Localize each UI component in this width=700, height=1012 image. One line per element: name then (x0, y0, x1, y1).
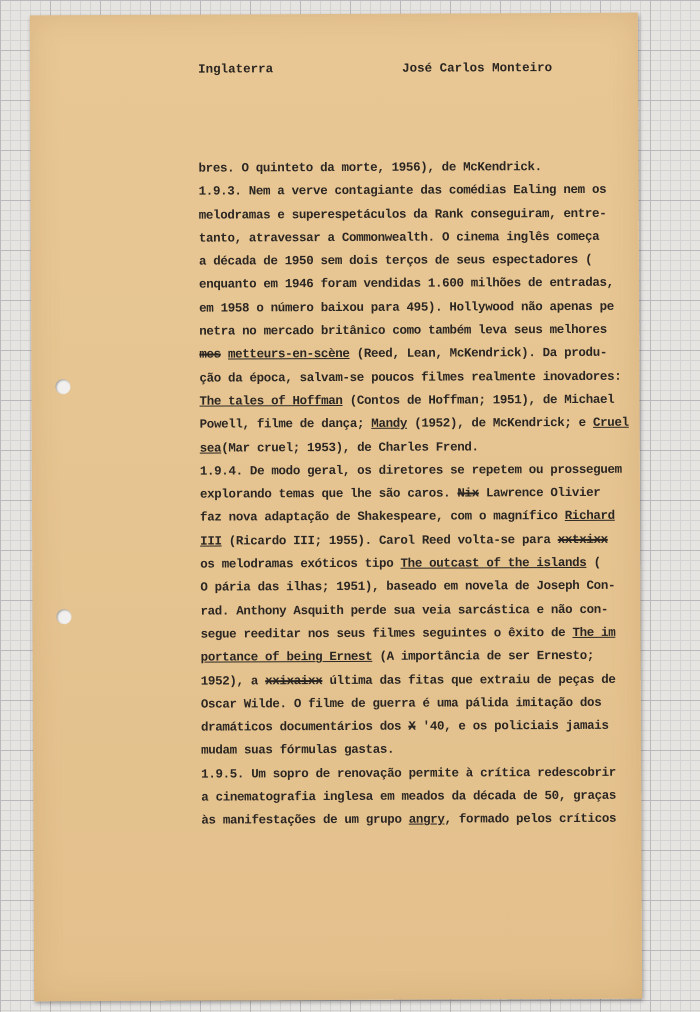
struck-text: xxixaixx (265, 673, 323, 688)
text-line (199, 272, 627, 297)
text-segment: '40, e os policiais jamais (415, 718, 609, 734)
text-segment: ção da época, salvam-se poucos filmes realmente inovadores: (199, 369, 622, 386)
underlined-title: The tales of Hoffman (199, 393, 343, 409)
text-line (201, 761, 629, 786)
underlined-title: metteurs-en-scène (227, 347, 350, 362)
text-segment: Lawrence Olivier (478, 486, 601, 501)
text-segment: rad. Anthony Asquith perde sua veia sarcástica e não con- (200, 602, 609, 619)
text-segment: 1.9.4. De modo geral, os diretores se repetem ou prosseguem (199, 462, 622, 479)
underlined-title: The im (572, 625, 616, 640)
text-segment: às manifestações de um grupo (201, 812, 409, 828)
punch-hole-upper (55, 379, 70, 394)
text-line (201, 668, 629, 693)
text-segment: netra no mercado britânico como também leva seus melhores (199, 322, 607, 339)
text-line (200, 552, 628, 577)
underlined-title: sea (199, 441, 222, 456)
text-segment: dramáticos documentários dos (200, 719, 409, 735)
text-segment: Powell, filme de dança; (199, 417, 372, 432)
header-country: Inglaterra (198, 62, 274, 77)
text-segment: (A importância de ser Ernesto; (372, 649, 595, 665)
text-segment: os melodramas exóticos tipo (200, 556, 401, 572)
text-segment: (Reed, Lean, McKendrick). Da produ- (349, 346, 608, 362)
text-segment: segue reeditar nos seus filmes seguintes o êxito de (200, 625, 573, 642)
text-segment: 1952), a (200, 673, 266, 689)
text-segment: faz nova adaptação de Shakespeare, com o magnífico (200, 509, 565, 526)
underlined-title: angry (408, 812, 445, 827)
text-segment: explorando temas que lhe são caros. (199, 486, 458, 502)
text-line (200, 575, 628, 600)
text-segment (221, 348, 228, 362)
text-line (201, 645, 629, 670)
text-line (201, 738, 629, 763)
text-segment: (Contos de Hoffman; 1951), de Michael (342, 392, 615, 408)
text-segment: melodramas e superespetáculos da Rank conseguiram, entre- (198, 206, 607, 223)
text-line (201, 622, 629, 647)
text-segment: Oscar Wilde. O filme de guerra é uma pálida imitação dos (200, 695, 602, 712)
text-line (200, 505, 628, 530)
text-line (199, 179, 627, 204)
struck-text: X (408, 719, 416, 734)
underlined-title: The outcast of the islands (400, 555, 587, 571)
underlined-title: Cruel (592, 415, 629, 431)
text-segment: 1.9.5. Um sopro de renovação permite à crítica redescobrir (201, 765, 616, 782)
text-segment: (Mar cruel; 1953), de Charles Frend. (221, 439, 479, 456)
text-segment: a cinematografia inglesa em meados da década de 50, graças (201, 788, 617, 805)
text-line (199, 342, 627, 367)
text-line (199, 389, 627, 414)
underlined-title: III (200, 534, 222, 549)
text-segment: mudam suas fórmulas gastas. (201, 743, 395, 759)
struck-text: xxtxixx (557, 532, 608, 547)
text-segment: tanto, atravessar a Commonwealth. O cinema inglês começa (198, 229, 600, 246)
text-line (199, 226, 627, 251)
text-segment: (1952), de McKendrick; e (407, 416, 594, 431)
text-segment: 1.9.3. Nem a verve contagiante das comédias Ealing nem os (198, 183, 607, 199)
underlined-title: portance of being Ernest (200, 650, 373, 665)
text-segment: O pária das ilhas; 1951), baseado em novela de Joseph Con- (200, 579, 616, 595)
text-line (199, 202, 627, 227)
punch-hole-lower (56, 609, 71, 624)
text-line (198, 156, 626, 181)
text-line (199, 365, 627, 390)
body-text (198, 156, 629, 833)
text-line (200, 528, 628, 553)
text-line (199, 319, 627, 344)
text-line (201, 715, 629, 740)
underlined-title: Mandy (371, 416, 408, 432)
text-segment: (Ricardo III; 1955). Carol Reed volta-se para (221, 532, 558, 549)
text-segment: bres. O quinteto da morte, 1956), de McKendrick. (198, 160, 542, 176)
text-line (200, 435, 628, 460)
text-segment: ( (586, 555, 601, 570)
text-segment: em 1958 o número baixou para 495). Hollywood não apenas pe (199, 299, 614, 316)
struck-text: mes (199, 347, 221, 362)
text-line (200, 598, 628, 623)
text-line (200, 482, 628, 507)
text-line (201, 808, 629, 833)
struck-text: Nix (457, 486, 479, 501)
text-line (199, 296, 627, 321)
text-line (199, 249, 627, 274)
header-author: José Carlos Monteiro (402, 61, 553, 76)
underlined-title: Richard (564, 509, 615, 524)
text-segment: a década de 1950 sem dois terços de seus espectadores ( (198, 253, 593, 269)
text-line (200, 412, 628, 437)
typewritten-page (30, 13, 642, 1002)
text-segment: última das fitas que extraiu de peças de (322, 672, 616, 688)
text-line (201, 692, 629, 717)
text-segment: , formado pelos críticos (444, 812, 617, 827)
text-line (201, 785, 629, 810)
text-segment: enquanto em 1946 foram vendidas 1.600 milhões de entradas, (198, 276, 614, 293)
text-line (200, 459, 628, 484)
